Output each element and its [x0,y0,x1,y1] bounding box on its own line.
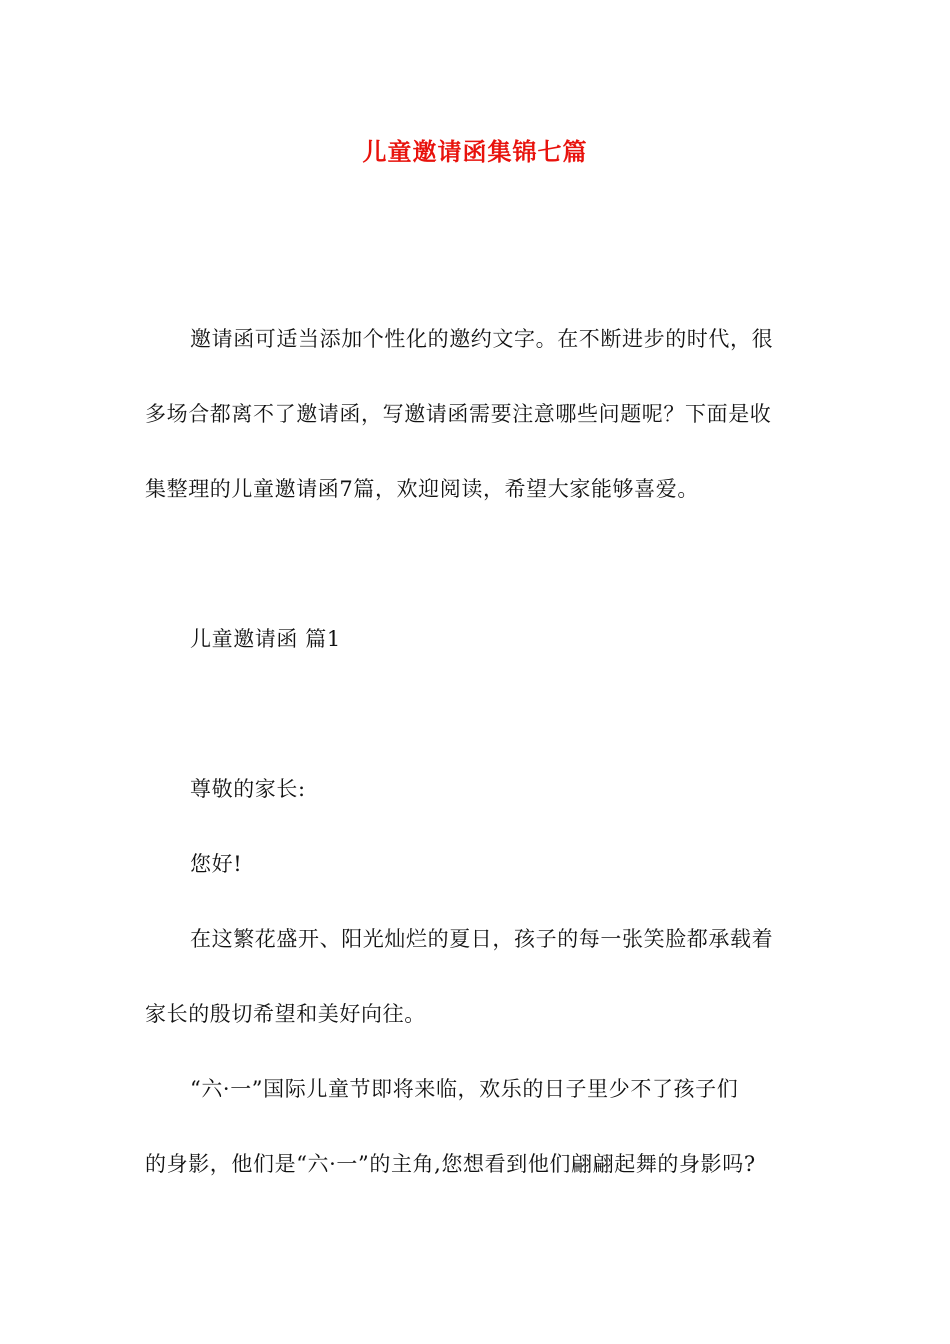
salutation: 尊敬的家长: [190,777,306,801]
body-line-2: 家长的殷切希望和美好向往。 [145,1002,426,1026]
intro-line-3: 集整理的儿童邀请函7篇，欢迎阅读，希望大家能够喜爱。 [145,477,699,501]
body-line-3: “六·一”国际儿童节即将来临，欢乐的日子里少不了孩子们 [190,1077,739,1101]
intro-line-1: 邀请函可适当添加个性化的邀约文字。在不断进步的时代，很 [190,327,774,351]
section-heading: 儿童邀请函 篇1 [190,627,341,651]
body-line-1: 在这繁花盛开、阳光灿烂的夏日，孩子的每一张笑脸都承载着 [190,927,774,951]
greeting: 您好! [190,852,243,876]
document-title: 儿童邀请函集锦七篇 [362,137,588,166]
body-line-4: 的身影，他们是“六·一”的主角,您想看到他们翩翩起舞的身影吗? [145,1152,756,1176]
intro-line-2: 多场合都离不了邀请函，写邀请函需要注意哪些问题呢？下面是收 [145,402,772,426]
